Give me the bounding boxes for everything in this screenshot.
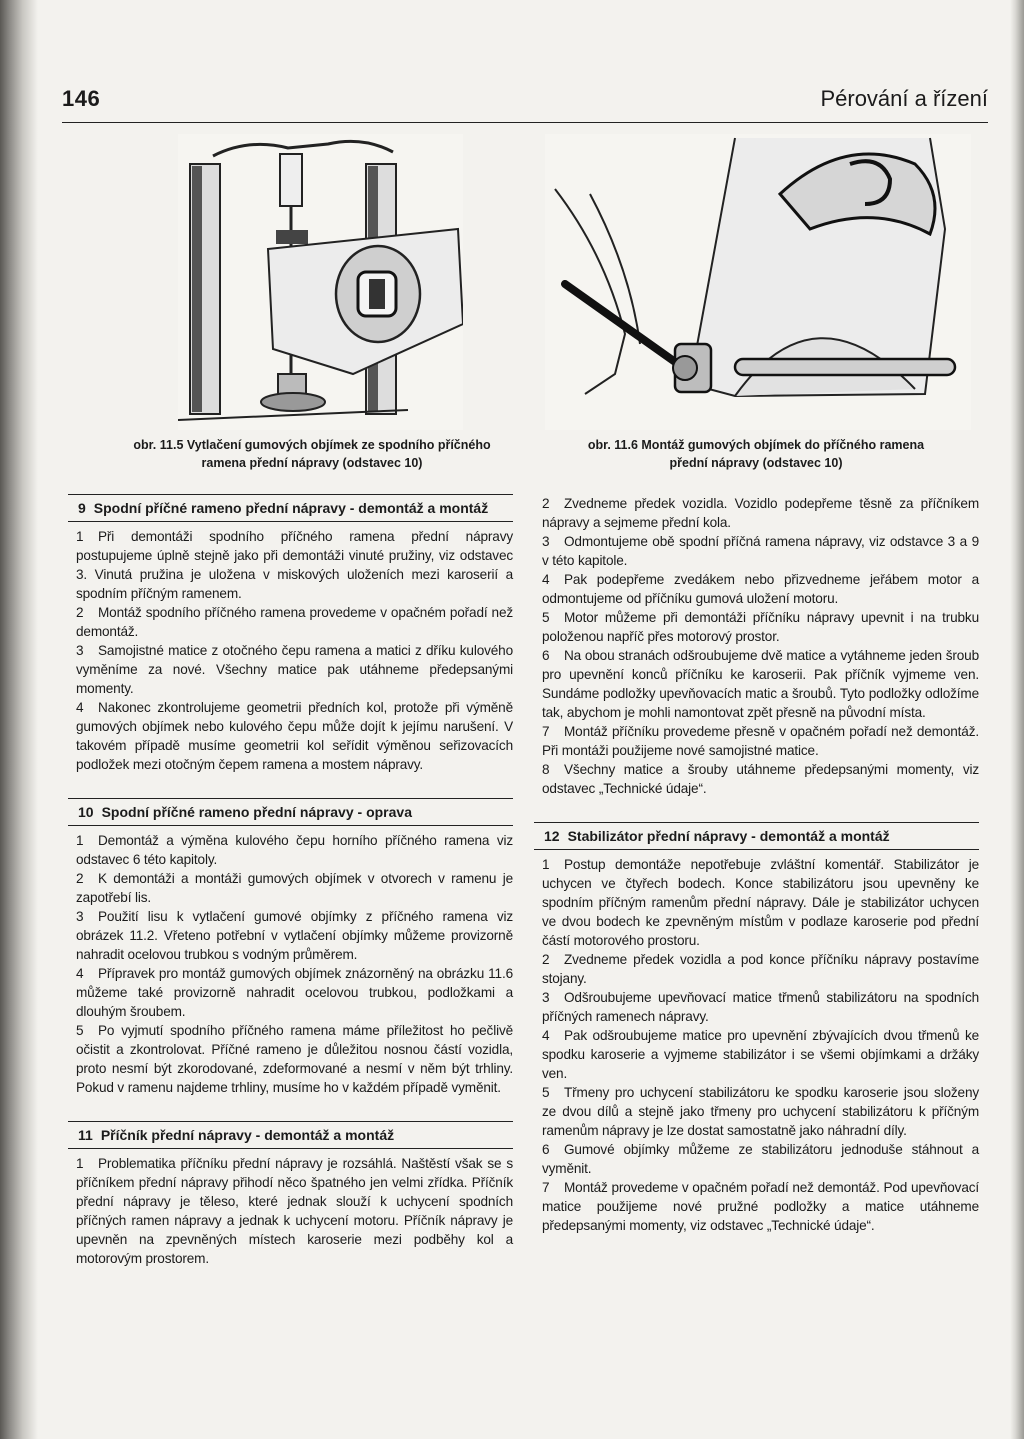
paragraph-text: Montáž příčníku provedeme přesně v opačném pořadí než demontáž. Při montáži použijeme nové samojistné matice. xyxy=(542,724,979,758)
paragraph xyxy=(76,527,513,603)
paragraph-text: Demontáž a výměna kulového čepu horního příčného ramena viz odstavec 6 této kapitoly. xyxy=(76,833,513,867)
paragraph xyxy=(542,950,979,988)
section-11-continued xyxy=(534,494,979,798)
paragraph-number: 1 xyxy=(76,1156,84,1171)
paragraph-text: K demontáži a montáži gumových objímek v otvorech v ramenu je zapotřebí lis. xyxy=(76,871,513,905)
paragraph xyxy=(76,869,513,907)
paragraph xyxy=(542,988,979,1026)
paragraph-number: 1 xyxy=(76,833,84,848)
paragraph xyxy=(76,907,513,964)
paragraph xyxy=(542,494,979,532)
paragraph xyxy=(76,641,513,698)
press-drawing xyxy=(178,134,463,430)
page-number: 146 xyxy=(62,86,101,111)
paragraph-number: 2 xyxy=(76,871,84,886)
caption-line: přední nápravy (odstavec 10) xyxy=(669,456,843,470)
paragraph-text: Motor můžeme při demontáži příčníku nápravy upevnit i na trubku položenou napříč přes motorový prostor. xyxy=(542,610,979,644)
section-number: 9 xyxy=(78,500,86,516)
paragraph-text: Zvedneme předek vozidla. Vozidlo podepřeme těsně za příčníkem nápravy a sejmeme přední kola. xyxy=(542,496,979,530)
paragraph xyxy=(542,532,979,570)
section-title: Stabilizátor přední nápravy - demontáž a montáž xyxy=(567,828,890,844)
left-column xyxy=(68,494,513,1292)
section-12 xyxy=(534,822,979,1235)
paragraph-number: 2 xyxy=(542,952,550,967)
paragraph xyxy=(542,855,979,950)
figure-press-illustration xyxy=(178,134,463,430)
paragraph xyxy=(76,964,513,1021)
section-11 xyxy=(68,1121,513,1268)
paragraph-text: Zvedneme předek vozidla a pod konce příčníku nápravy postavíme stojany. xyxy=(542,952,979,986)
section-title: Spodní příčné rameno přední nápravy - demontáž a montáž xyxy=(93,500,489,516)
paragraph xyxy=(542,1083,979,1140)
figure-wrench-illustration xyxy=(545,134,971,430)
paragraph-number: 4 xyxy=(542,572,550,587)
paragraph-text: Všechny matice a šrouby utáhneme předepsanými momenty, viz odstavec „Technické údaje“. xyxy=(542,762,979,796)
paragraph-number: 5 xyxy=(76,1023,84,1038)
section-heading xyxy=(68,1121,513,1149)
paragraph-text: Použití lisu k vytlačení gumové objímky z příčného ramena viz obrázek 11.2. Vřeteno potřební v vytlačení objímky můžeme provizorně nahradit ocelovou trubkou s vodným průměrem. xyxy=(76,909,513,962)
paragraph-number: 3 xyxy=(542,990,550,1005)
paragraph-text: Montáž provedeme v opačném pořadí než demontáž. Pod upevňovací matice použijeme nové pružné podložky a matice utáhneme předepsanými momenty, viz odstavec „Technické údaje“. xyxy=(542,1180,979,1233)
caption-line: obr. 11.6 Montáž gumových objímek do příčného ramena xyxy=(587,438,925,452)
caption-line: ramena přední nápravy (odstavec 10) xyxy=(201,456,423,470)
paragraph xyxy=(76,603,513,641)
section-title: Spodní příčné rameno přední nápravy - oprava xyxy=(101,804,412,820)
section-number: 10 xyxy=(78,804,94,820)
paragraph-number: 3 xyxy=(76,643,84,658)
paragraph-text: Třmeny pro uchycení stabilizátoru ke spodku karoserie jsou složeny ze dvou dílů a stejně jako třmeny pro uchycení stabilizátoru k příčným ramenům nápravy je lze dostat samostatně jako náhradní díly. xyxy=(542,1085,979,1138)
paragraph-text: Po vyjmutí spodního příčného ramena máme příležitost ho pečlivě očistit a zkontrolovat. Příčné rameno je důležitou nosnou částí vozidla, proto nesmí být zkorodované, zdeformované a nesmí v něm být trhliny. Pokud v ramenu najdeme trhliny, musíme ho v každém případě vyměnit. xyxy=(76,1023,513,1095)
paragraph-number: 3 xyxy=(542,534,550,549)
paragraph-number: 3 xyxy=(76,909,84,924)
paragraph xyxy=(76,698,513,774)
wrench-drawing xyxy=(545,134,971,430)
paragraph xyxy=(76,1154,513,1268)
paragraph-text: Gumové objímky můžeme ze stabilizátoru jednoduše stáhnout a vyměnit. xyxy=(542,1142,979,1176)
paragraph-text: Přípravek pro montáž gumových objímek znázorněný na obrázku 11.6 můžeme také provizorně nahradit ocelovou trubkou, podložkami a dlouhým šroubem. xyxy=(76,966,513,1019)
figure-caption-11-6 xyxy=(526,436,986,472)
caption-line: obr. 11.5 Vytlačení gumových objímek ze spodního příčného xyxy=(133,438,491,452)
section-heading xyxy=(534,822,979,850)
section-heading xyxy=(68,798,513,826)
paragraph-number: 4 xyxy=(76,966,84,981)
paragraph-text: Samojistné matice z otočného čepu ramena a matici z dříku kulového vyměníme za nové. Všechny matice pak utáhneme předepsanými momenty. xyxy=(76,643,513,696)
paragraph-text: Montáž spodního příčného ramena provedeme v opačném pořadí než demontáž. xyxy=(76,605,513,639)
paragraph-text: Pak odšroubujeme matice pro upevnění zbývajících dvou třmenů ke spodku karoserie a vyjmeme stabilizátor i se všemi objímkami a držáky ven. xyxy=(542,1028,979,1081)
paragraph-number: 4 xyxy=(542,1028,550,1043)
paragraph-number: 1 xyxy=(76,529,84,544)
paragraph-number: 7 xyxy=(542,724,550,739)
paragraph xyxy=(542,1178,979,1235)
section-number: 12 xyxy=(544,828,560,844)
paragraph-text: Na obou stranách odšroubujeme dvě matice a vytáhneme jeden šroub pro upevnění konců příčníku ke karoserii. Pak příčník vyjmeme ven. Sundáme podložky upevňovacích matic a šroubů. Tyto podložky odložíme tak, abychom je mohli namontovat zpět přesně na původní místa. xyxy=(542,648,979,720)
paragraph-number: 2 xyxy=(542,496,550,511)
paragraph xyxy=(542,1140,979,1178)
paragraph-number: 1 xyxy=(542,857,550,872)
paragraph xyxy=(76,1021,513,1097)
paragraph-number: 6 xyxy=(542,648,550,663)
figure-caption-11-5 xyxy=(62,436,562,472)
paragraph-number: 5 xyxy=(542,610,550,625)
paragraph-text: Odšroubujeme upevňovací matice třmenů stabilizátoru na spodních příčných ramenech nápravy. xyxy=(542,990,979,1024)
section-9 xyxy=(68,494,513,774)
paragraph xyxy=(542,760,979,798)
section-title: Příčník přední nápravy - demontáž a montáž xyxy=(100,1127,395,1143)
running-title: Pérování a řízení xyxy=(820,86,988,111)
paragraph-number: 4 xyxy=(76,700,84,715)
paragraph-number: 7 xyxy=(542,1180,550,1195)
paragraph xyxy=(542,1026,979,1083)
paragraph xyxy=(542,570,979,608)
paragraph-text: Odmontujeme obě spodní příčná ramena nápravy, viz odstavce 3 a 9 v této kapitole. xyxy=(542,534,979,568)
page-edge-shadow xyxy=(1010,0,1024,1439)
paragraph xyxy=(542,608,979,646)
section-number: 11 xyxy=(78,1127,93,1143)
section-heading xyxy=(68,494,513,522)
paragraph-text: Problematika příčníku přední nápravy je rozsáhlá. Naštěstí však se s příčníkem přední nápravy přihodí něco špatného jen velmi zřídka. Příčník přední nápravy je těleso, které jednak slouží k uchycení spodních příčných ramen nápravy a jednak k uchycení motoru. Příčník nápravy je upevněn na zpevněných místech karoserie mezi podběhy kol a motorovým prostorem. xyxy=(76,1156,513,1266)
section-10 xyxy=(68,798,513,1097)
paragraph-text: Při demontáži spodního příčného ramena přední nápravy postupujeme úplně stejně jako při demontáži vinuté pružiny, viz odstavec 3. Vinutá pružina je uložena v miskových uloženích mezi karoserií a spodním příčným ramenem. xyxy=(76,529,513,601)
right-column xyxy=(534,494,979,1259)
paragraph-number: 6 xyxy=(542,1142,550,1157)
paragraph xyxy=(76,831,513,869)
paragraph-text: Nakonec zkontrolujeme geometrii předních kol, protože při výměně gumových objímek nebo kulového čepu může dojít k jejímu narušení. V takovém případě musíme geometrii kol seřídit výměnou seřizovacích podložek mezi otočným čepem ramena a mostem nápravy. xyxy=(76,700,513,772)
paragraph-number: 8 xyxy=(542,762,550,777)
paragraph-number: 5 xyxy=(542,1085,550,1100)
header-rule xyxy=(62,122,988,123)
paragraph xyxy=(542,646,979,722)
paragraph-number: 2 xyxy=(76,605,84,620)
paragraph xyxy=(542,722,979,760)
paragraph-text: Postup demontáže nepotřebuje zvláštní komentář. Stabilizátor je uchycen ve čtyřech bodech. Konce stabilizátoru jsou upevněny ke spodním příčným ramenům přední nápravy. Dále je stabilizátor uchycen ve dvou bodech ke zpevněným místům v podlaze karoserie pod přední částí motorového prostoru. xyxy=(542,857,979,948)
book-binding-shadow xyxy=(0,0,38,1439)
paragraph-text: Pak podepřeme zvedákem nebo přizvedneme jeřábem motor a odmontujeme od příčníku gumová uložení motoru. xyxy=(542,572,979,606)
